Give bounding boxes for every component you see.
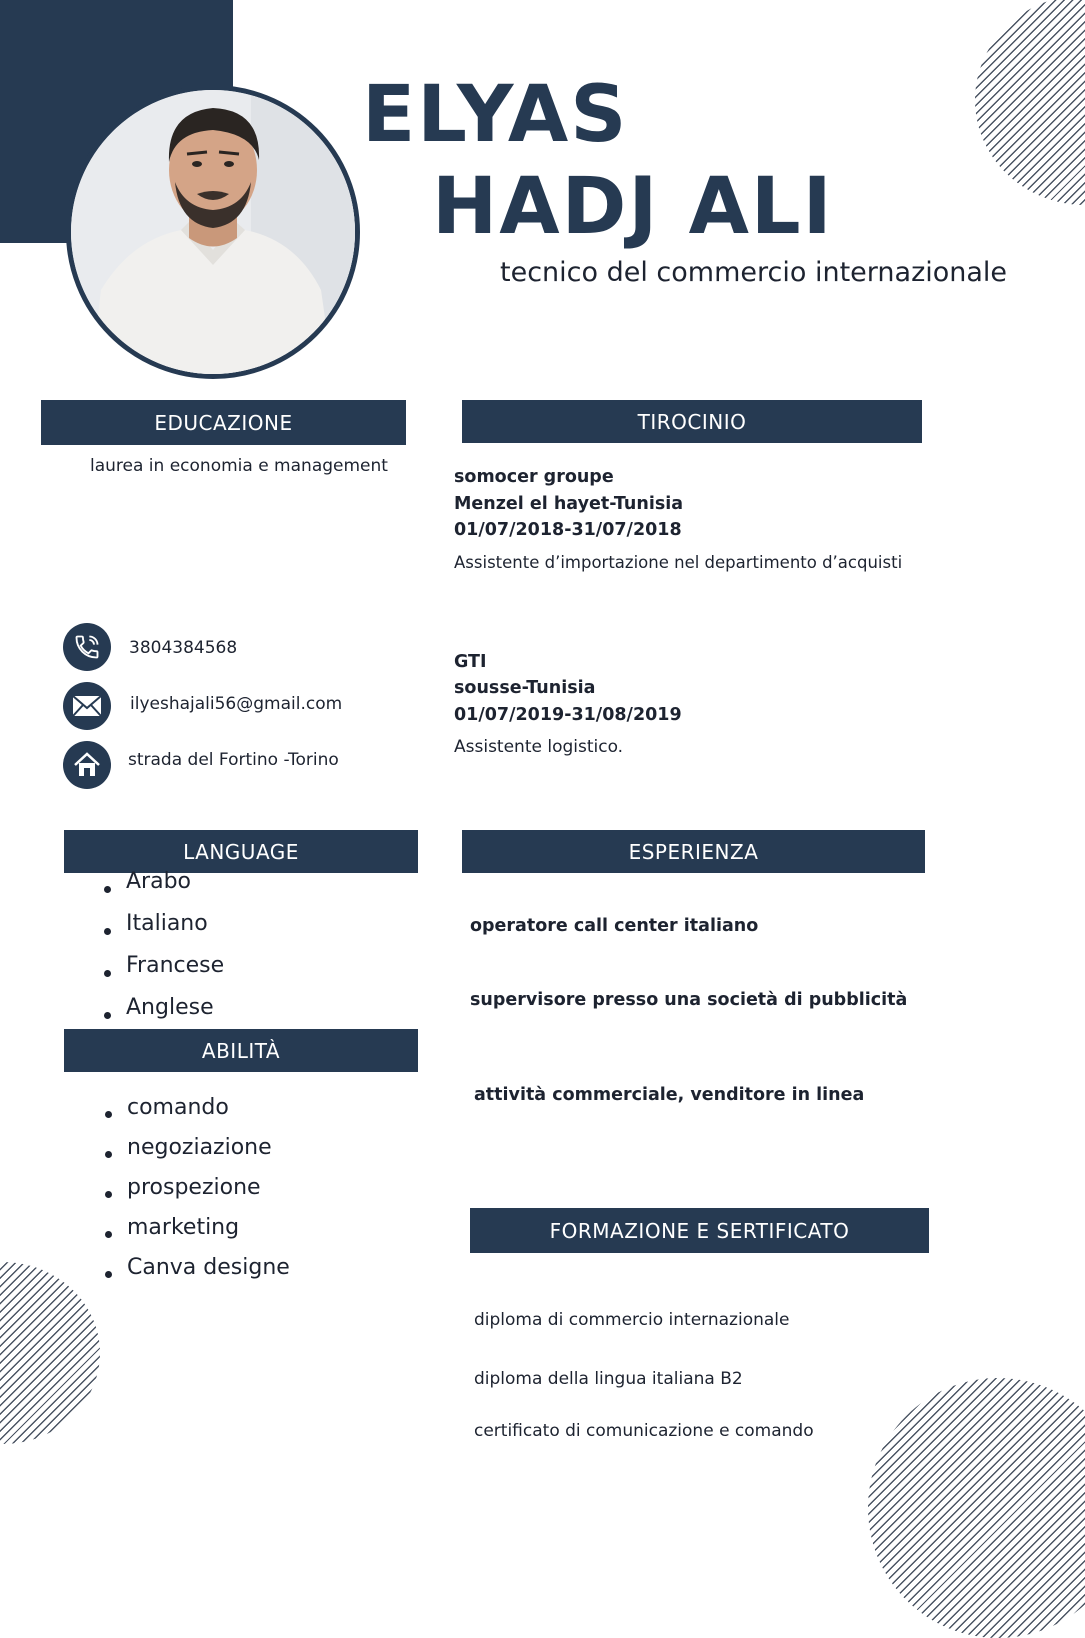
internship-2-company: GTI [454,652,487,672]
skills-list [101,1094,290,1294]
skill-item: negoziazione [101,1134,290,1174]
internship-2-role: Assistente logistico. [454,737,624,757]
profile-photo [66,85,360,379]
first-name: ELYAS [362,70,629,160]
skill-item: prospezione [101,1174,290,1214]
certification-item: diploma di commercio internazionale [474,1310,790,1330]
hatch-circle-bottom-right [868,1378,1085,1638]
skills-heading: ABILITÀ [64,1029,418,1072]
education-degree: laurea in economia e management [90,456,388,476]
experience-item: operatore call center italiano [470,916,759,936]
job-title: tecnico del commercio internazionale [500,257,1008,288]
experience-item: attività commerciale, venditore in linea [474,1085,865,1105]
phone-number[interactable]: 3804384568 [129,638,238,658]
internship-1-role: Assistente d’importazione nel departimento d’acquisti [454,553,903,572]
skill-item: comando [101,1094,290,1134]
certification-item: diploma della lingua italiana B2 [474,1369,743,1389]
language-item: Francese [100,952,224,994]
language-item: Italiano [100,910,224,952]
language-item: Anglese [100,994,224,1036]
internship-2-place: sousse-Tunisia [454,678,596,698]
mail-icon [63,682,111,730]
email-address[interactable]: ilyeshajali56@gmail.com [130,694,343,714]
language-item: Arabo [100,868,224,910]
internship-1-company: somocer groupe [454,467,614,487]
internship-2-dates: 01/07/2019-31/08/2019 [454,705,682,725]
internship-1-place: Menzel el hayet-Tunisia [454,494,684,514]
hatch-circle-top-right [975,0,1085,205]
last-name: HADJ ALI [432,162,834,252]
internship-heading: TIROCINIO [462,400,922,443]
education-heading: EDUCAZIONE [41,400,406,445]
language-list [100,868,224,1036]
experience-item: supervisore presso una società di pubblicità [470,990,908,1010]
address: strada del Fortino -Torino [128,750,339,770]
phone-icon [63,623,111,671]
internship-1-dates: 01/07/2018-31/07/2018 [454,520,682,540]
skill-item: marketing [101,1214,290,1254]
certification-item: certificato di comunicazione e comando [474,1421,814,1441]
certifications-heading: FORMAZIONE E SERTIFICATO [470,1208,929,1253]
home-icon [63,741,111,789]
language-heading: LANGUAGE [64,830,418,873]
hatch-circle-bottom-left [0,1262,100,1444]
experience-heading: ESPERIENZA [462,830,925,873]
skill-item: Canva designe [101,1254,290,1294]
